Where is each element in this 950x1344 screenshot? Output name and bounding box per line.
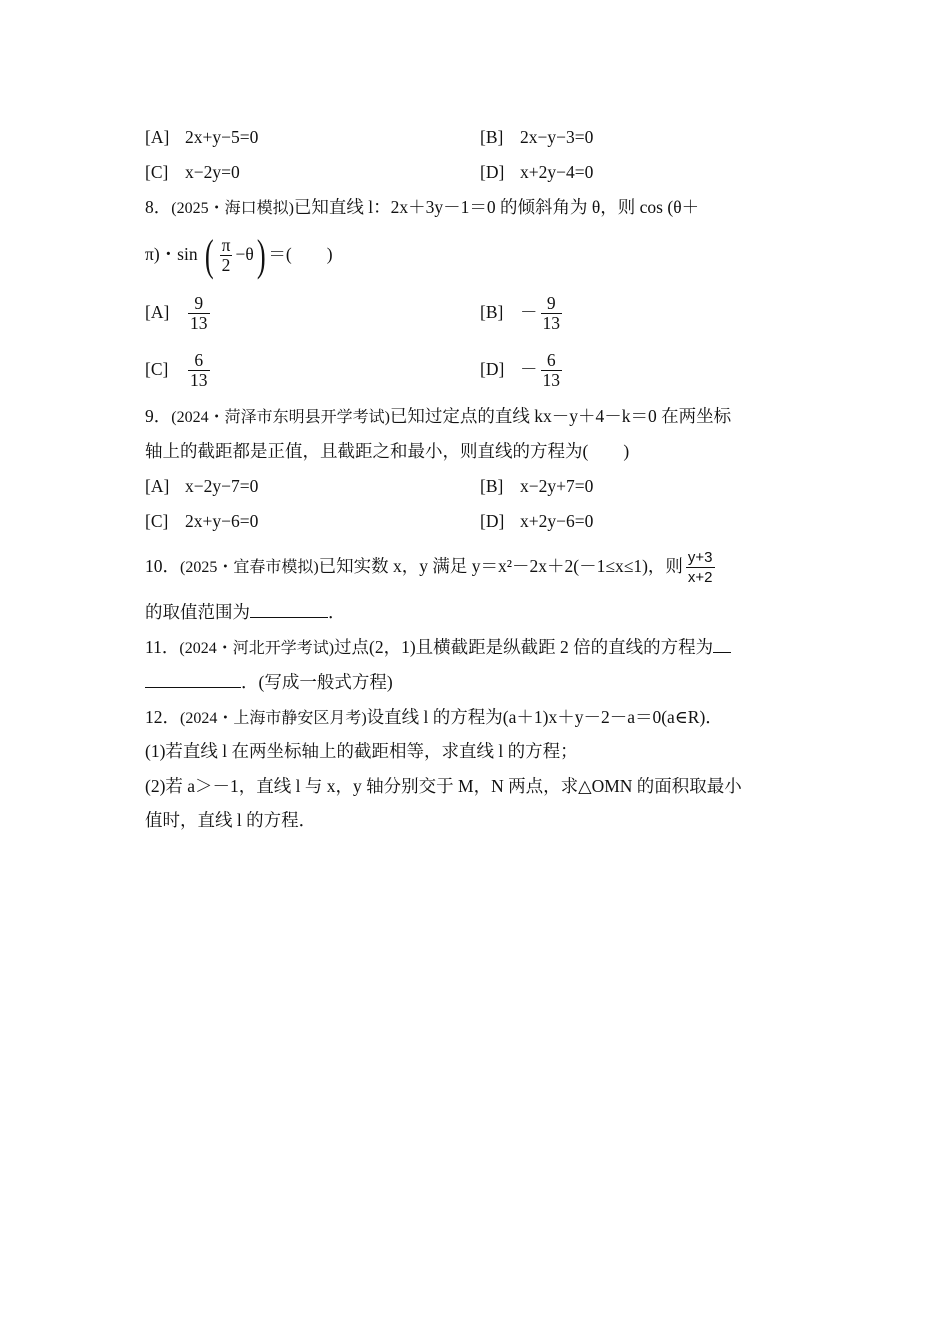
q12-part2-line2: 值时，直线 l 的方程． [145,810,317,830]
q10-stem-line2: 的取值范围为 ． [145,602,346,622]
q12-stem: 12．(2024・上海市静安区月考)设直线 l 的方程为(a＋1)x＋y－2－a＝0(a∈R)． [145,707,723,727]
answer-blank[interactable] [145,671,241,688]
q8-option-a: [A] $\frac{9}{13}$ [145,293,208,334]
pi-over-2-fraction: $\frac{\pi}{2}$ [221,235,231,276]
q7-option-c [145,161,240,183]
question-text: π)・sin [145,244,198,264]
q12-part2-line1: (2)若 a＞－1，直线 l 与 x，y 轴分别交于 M，N 两点，求△OMN 的面积取最小 [145,776,742,796]
q8-stem-line1 [145,196,699,220]
q8-option-b: [B] － $\frac{9}{13}$ [480,293,560,334]
option-fraction: $\frac{6}{13}$ [190,350,208,391]
q9-option-c: [C] 2x+y−6=0 [145,511,259,531]
option-text: x+2y−4=0 [520,162,594,182]
option-fraction: $\frac{9}{13}$ [190,293,208,334]
option-label: [D] [480,162,505,182]
q9-stem-line2: 轴上的截距都是正值，且截距之和最小，则直线的方程为( ) [145,441,630,461]
q8-option-d: [D] － $\frac{6}{13}$ [480,350,560,391]
q12-part1: (1)若直线 l 在两坐标轴上的截距相等，求直线 l 的方程； [145,741,578,761]
option-fraction: $\frac{6}{13}$ [542,350,560,391]
q8-stem-line2: π)・sin ( $\frac{\pi}{2}$ −θ) ＝( ) [145,230,333,280]
option-label: [A] [145,127,170,147]
ratio-fraction: $\frac{y+3}{x+2}$ [687,549,713,587]
option-label: [C] [145,162,169,182]
answer-bracket: ＝( ) [268,244,333,264]
q11-stem-line2: ．(写成一般式方程) [145,671,393,693]
left-paren-icon: ( [204,230,214,280]
q8-option-c: [C] $\frac{6}{13}$ [145,350,208,391]
option-text: x−2y=0 [185,162,240,182]
option-label: [B] [480,127,504,147]
q9-option-a: [A] x−2y−7=0 [145,476,259,496]
question-source: (2025・海口模拟) [171,200,294,217]
q10-stem: 10．(2025・宜春市模拟)已知实数 x，y 满足 y＝x²－2x＋2(－1≤x≤1)，则 $\frac{y+3}{x+2}$ [145,549,713,587]
option-text: 2x+y−5=0 [185,127,259,147]
q9-option-b: [B] x−2y+7=0 [480,476,594,496]
q7-option-b [480,126,593,148]
q9-stem-line1: 9．(2024・菏泽市东明县开学考试)已知过定点的直线 kx－y＋4－k＝0 在两坐标 [145,406,732,426]
answer-blank[interactable] [713,636,731,653]
q7-option-d [480,161,593,183]
question-text: 已知直线 l：2x＋3y－1＝0 的倾斜角为 θ，则 cos (θ＋ [293,197,700,217]
question-number: 8． [145,197,172,217]
option-text: 2x−y−3=0 [520,127,594,147]
option-fraction: $\frac{9}{13}$ [542,293,560,334]
right-paren-icon: ) [256,230,266,280]
q11-stem-line1: 11．(2024・河北开学考试)过点(2，1)且横截距是纵截距 2 倍的直线的方程为 [145,636,731,660]
q7-option-a [145,126,258,148]
q9-option-d: [D] x+2y−6=0 [480,511,594,531]
answer-blank[interactable] [250,601,328,618]
